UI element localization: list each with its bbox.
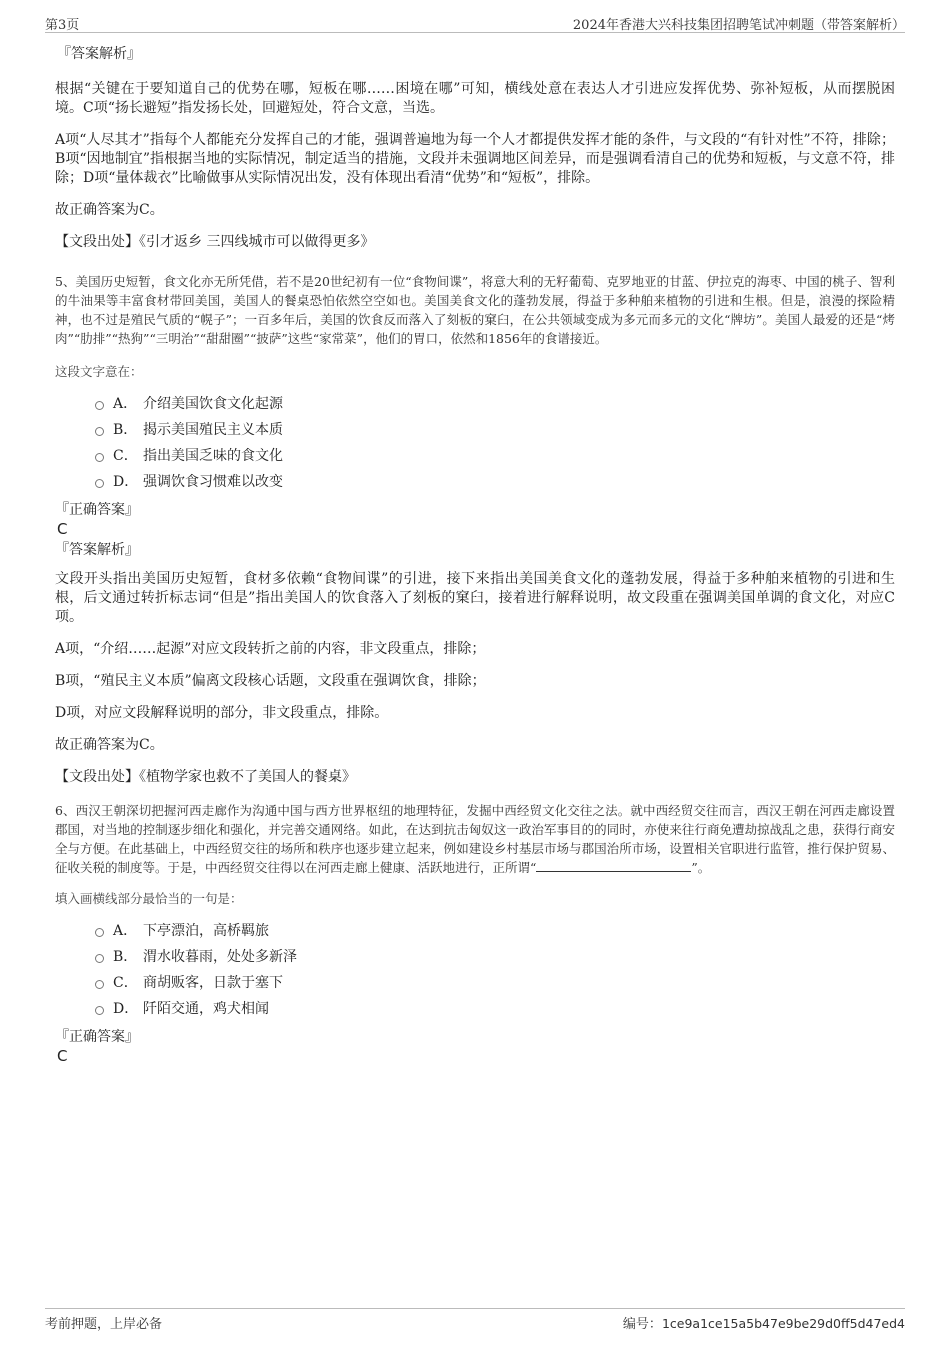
q6-text-end: ”。 (691, 860, 711, 875)
q6-text: 6、西汉王朝深切把握河西走廊作为沟通中国与西方世界枢纽的地理特征，发掘中西经贸文化交往之法。就中西经贸交往而言，西汉王朝在河西走廊设置郡国，对当地的控制逐步细化和强化，并完善交通网络。如此，在达到抗击匈奴这一政治军事目的的同时，亦使来往行商免遭劫掠战乱之患，获得行商安全与方便。在此基础上，中西经贸交往的场所和秩序也逐步建立起来，例如建设乡村基层市场与郡国治所市场，设置相关官职进行监管，推行保护贸易、征收关税的制度等。于是，中西经贸交往得以在河西走廊上健康、活跃地进行，正所谓“ (55, 803, 895, 875)
option-text: 下亭漂泊，高桥羁旅 (143, 923, 269, 939)
radio-button[interactable] (95, 427, 104, 436)
document-title: 2024年香港大兴科技集团招聘笔试冲刺题（带答案解析） (572, 18, 905, 33)
page-content (55, 44, 895, 1065)
q4-analysis-p1: 根据“关键在于要知道自己的优势在哪，短板在哪……困境在哪”可知，横线处意在表达人才引进应发挥优势、弥补短板，从而摆脱困境。C项“扬长避短”指发扬长处，回避短处，符合文意，当选。 (55, 81, 895, 116)
option-letter: A． (113, 396, 138, 412)
q5-analysis-p3: B项，“殖民主义本质”偏离文段核心话题，文段重在强调饮食，排除； (55, 673, 486, 689)
radio-button[interactable] (95, 980, 104, 989)
option-letter: B． (113, 422, 138, 438)
option-letter: D． (113, 474, 139, 490)
q5-question-text: 5、美国历史短暂，食文化亦无所凭借，若不是20世纪初有一位“食物间谍”，将意大利的无籽葡萄、克罗地亚的甘蓝、伊拉克的海枣、中国的桃子、智利的牛油果等丰富食材带回美国，美国人的餐桌恐怕依然空空如也。美国美食文化的蓬勃发展，得益于多种舶来植物的引进和生根。但是，浪漫的探险精神，也不过是殖民气质的“幌子”；一百多年后，美国的饮食反而落入了刻板的窠臼，在公共领域变成为多元而多元的文化“牌坊”。美国人最爱的还是“烤肉”“肋排”“热狗”“三明治”“甜甜圈”“披萨”这些“家常菜”，他们的胃口，依然和1856年的食谱接近。 (55, 274, 895, 346)
footer-slogan: 考前押题，上岸必备 (45, 1317, 163, 1332)
page-header (45, 12, 905, 33)
q4-analysis-p2: A项“人尽其才”指每个人都能充分发挥自己的才能，强调普遍地为每一个人才都提供发挥才能的条件，与文段的“有针对性”不符，排除；B项“因地制宜”指根据当地的实际情况，制定适当的措施，文段并未强调地区间差异，而是强调看清自己的优势和短板，与文意不符，排除；D项“量体裁衣”比喻做事从实际情况出发，没有体现出看清“优势”和“短板”，排除。 (55, 132, 895, 186)
q5-answer: C (57, 520, 68, 538)
radio-button[interactable] (95, 479, 104, 488)
page-footer (45, 1308, 905, 1332)
option-letter: C． (113, 448, 138, 464)
q5-option-d[interactable] (95, 468, 895, 494)
radio-button[interactable] (95, 401, 104, 410)
document-id-value: 1ce9a1ce15a5b47e9be29d0ff5d47ed4 (661, 1316, 905, 1331)
option-text: 揭示美国殖民主义本质 (143, 422, 283, 438)
option-text: 渭水收暮雨，处处多新泽 (143, 949, 297, 965)
q6-answer-label: 『正确答案』 (55, 1029, 139, 1045)
q6-answer: C (57, 1047, 68, 1065)
q6-option-c[interactable] (95, 969, 895, 995)
q5-answer-label: 『正确答案』 (55, 502, 139, 518)
option-letter: D． (113, 1001, 139, 1017)
option-text: 阡陌交通，鸡犬相闻 (143, 1001, 269, 1017)
q5-analysis-label: 『答案解析』 (55, 542, 139, 558)
option-text: 强调饮食习惯难以改变 (143, 474, 283, 490)
q4-conclusion: 故正确答案为C。 (55, 202, 164, 218)
option-letter: C． (113, 975, 138, 991)
q5-option-a[interactable] (95, 390, 895, 416)
q6-option-d[interactable] (95, 995, 895, 1021)
option-text: 指出美国乏味的食文化 (143, 448, 283, 464)
document-id (623, 1313, 905, 1332)
radio-button[interactable] (95, 453, 104, 462)
q6-option-a[interactable] (95, 917, 895, 943)
page-number: 第3页 (45, 18, 80, 33)
fill-blank (536, 859, 691, 872)
q5-prompt: 这段文字意在： (55, 364, 143, 379)
q6-options (95, 917, 895, 1021)
option-letter: A． (113, 923, 138, 939)
radio-button[interactable] (95, 1006, 104, 1015)
q5-analysis-p4: D项，对应文段解释说明的部分，非文段重点，排除。 (55, 705, 389, 721)
q4-source: 【文段出处】《引才返乡 三四线城市可以做得更多》 (55, 234, 375, 250)
q6-prompt: 填入画横线部分最恰当的一句是： (55, 891, 243, 906)
q5-conclusion: 故正确答案为C。 (55, 737, 164, 753)
option-text: 介绍美国饮食文化起源 (143, 396, 283, 412)
q5-source: 【文段出处】《植物学家也救不了美国人的餐桌》 (55, 769, 356, 785)
q6-question-text (55, 801, 895, 877)
radio-button[interactable] (95, 954, 104, 963)
radio-button[interactable] (95, 928, 104, 937)
q5-options (95, 390, 895, 494)
option-text: 商胡贩客，日款于塞下 (143, 975, 283, 991)
document-id-label: 编号： (622, 1317, 662, 1332)
option-letter: B． (113, 949, 138, 965)
q6-option-b[interactable] (95, 943, 895, 969)
q5-analysis-p2: A项，“介绍……起源”对应文段转折之前的内容，非文段重点，排除； (55, 641, 486, 657)
q5-option-c[interactable] (95, 442, 895, 468)
q4-analysis-label: 『答案解析』 (57, 46, 141, 62)
q5-analysis-p1: 文段开头指出美国历史短暂，食材多依赖“食物间谍”的引进，接下来指出美国美食文化的蓬勃发展，得益于多种舶来植物的引进和生根，后文通过转折标志词“但是”指出美国人的饮食落入了刻板的窠臼，接着进行解释说明，故文段重在强调美国单调的食文化，对应C项。 (55, 571, 895, 625)
q5-option-b[interactable] (95, 416, 895, 442)
